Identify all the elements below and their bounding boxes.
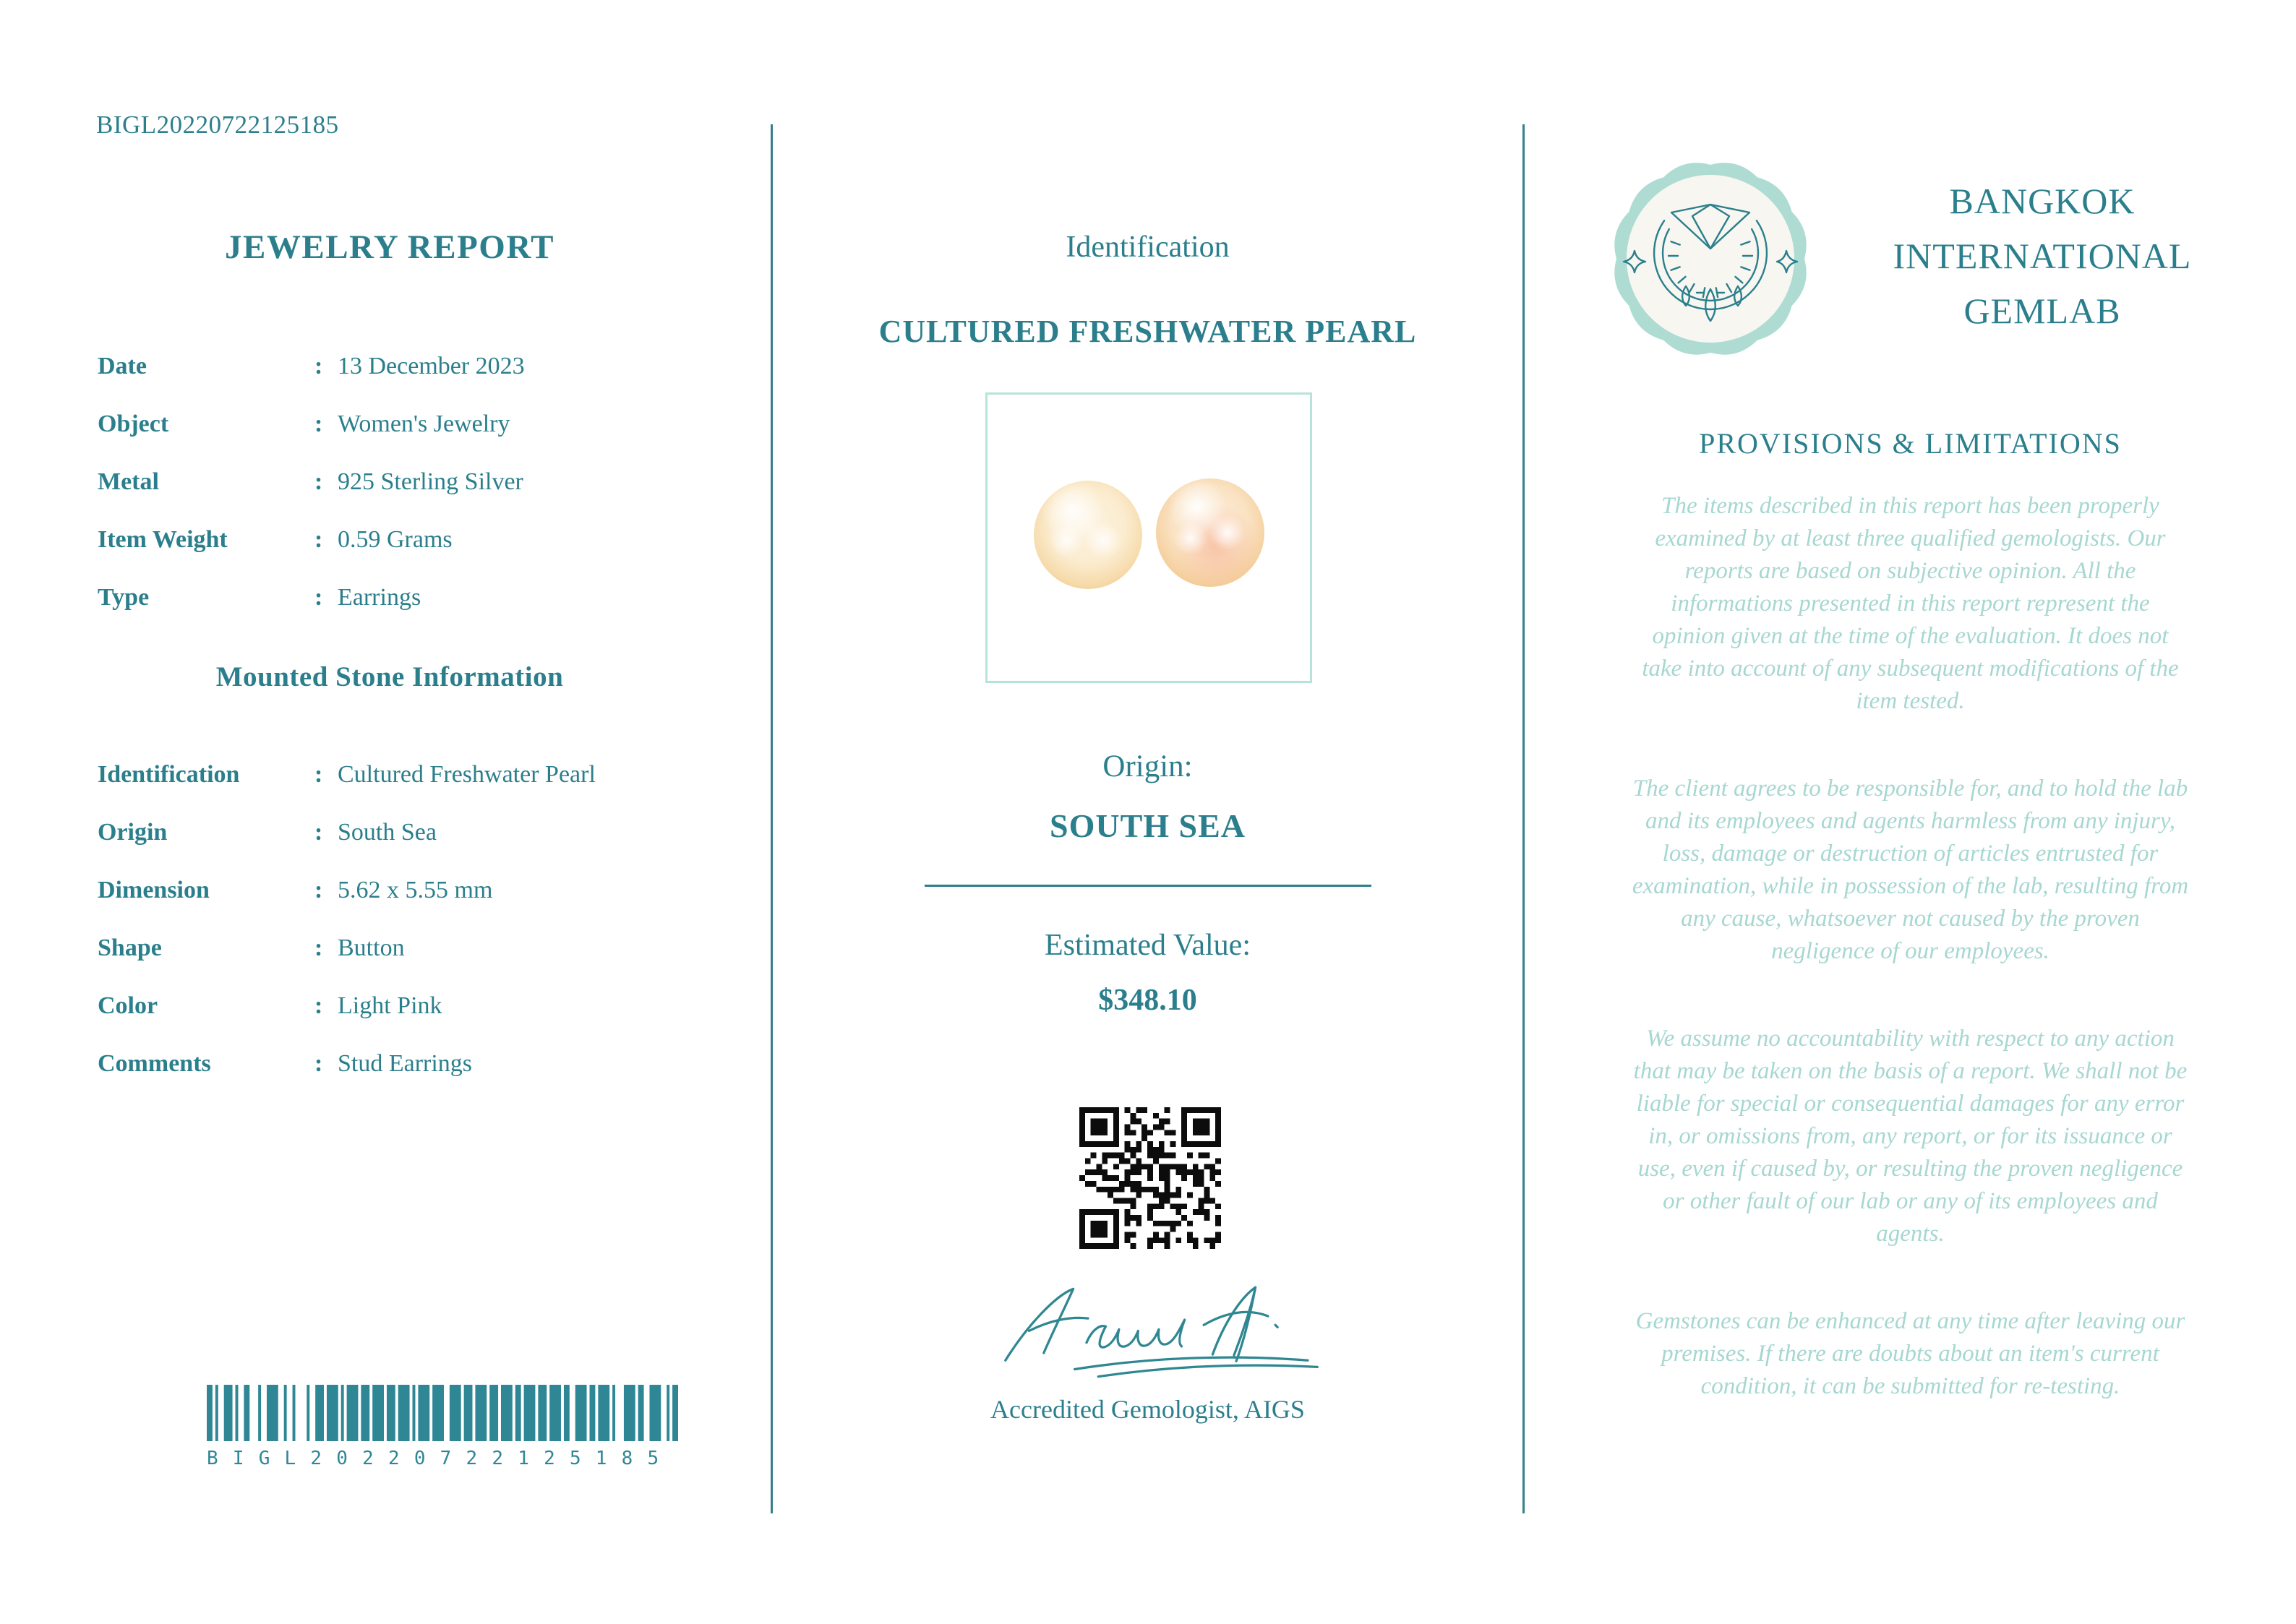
row-label: Object [98,411,169,437]
barcode-text: BIGL20220722125185 [207,1448,674,1469]
provision-paragraph: Gemstones can be enhanced at any time after leaving our premises. If there are doubts about an item's current condition, it can be submitted for re-testing. [1635,1308,2185,1399]
row-colon [314,353,338,380]
row-value: 0.59 Grams [338,526,453,553]
identification-heading: Identification [1066,231,1230,264]
provision-paragraph: The items described in this report has been properly examined by at least three qualified gemologists. Our reports are based on subjective opinion. All the informations presented in this report represent the opinion given at the time of the evaluation. It does not take into account of any subsequent modifications of the item tested. [1642,493,2179,714]
section-divider-line [925,885,1371,887]
detail-row [98,919,685,977]
signature [988,1278,1335,1392]
detail-row [98,569,685,627]
row-colon [314,411,338,438]
detail-row [98,338,685,395]
origin-label: Origin: [1102,749,1193,783]
row-value: Button [338,935,405,961]
identification-column [773,0,1522,1624]
row-value: Women's Jewelry [338,411,510,437]
estimated-value: $348.10 [1098,984,1197,1017]
row-colon [314,877,338,904]
row-label: Shape [98,935,162,961]
detail-row [98,977,685,1035]
item-photo [985,392,1312,683]
row-colon [314,761,338,789]
provision-paragraph: We assume no accountability with respect to any action that may be taken on the basis of a report. We shall not be liable for special or consequential damages for any error in, or omissions from, any report, or for its issuance or use, even if caused by, or resulting the proven negligence or other fault of our lab or any of its employees and agents. [1633,1026,2188,1247]
detail-row [98,511,685,569]
row-label: Type [98,584,150,611]
provisions-text [1525,490,2296,1458]
row-label: Date [98,353,147,379]
row-colon [314,819,338,846]
row-label: Origin [98,819,168,846]
qr-code-icon [1079,1107,1221,1249]
row-value: South Sea [338,819,437,846]
row-colon [314,468,338,496]
row-colon [314,992,338,1020]
gemologist-title: Accredited Gemologist, AIGS [990,1395,1305,1424]
row-value: Earrings [338,584,421,611]
lab-name-line: BANGKOK [1949,181,2136,221]
lab-logo [1606,153,1815,363]
estimated-value-label: Estimated Value: [1045,929,1251,962]
detail-row [98,1035,685,1093]
lab-column [1525,0,2296,1624]
provisions-title: PROVISIONS & LIMITATIONS [1699,427,2122,460]
lab-logo-icon [1606,153,1815,363]
row-label: Color [98,992,158,1019]
row-value: Stud Earrings [338,1050,473,1077]
origin-value: SOUTH SEA [1049,807,1246,844]
row-label: Comments [98,1050,211,1077]
signature-icon [988,1278,1335,1388]
row-value: Light Pink [338,992,442,1019]
row-label: Metal [98,468,159,495]
barcode-bars-icon [207,1385,678,1441]
row-label: Identification [98,761,240,788]
provision-paragraph: The client agrees to be responsible for, and to hold the lab and its employees and agents harmless from any injury, loss, damage or destruction of articles entrusted for examination, while in possession of the lab, resulting from any cause, whatsoever not caused by the proven negligence of our employees. [1632,776,2189,964]
lab-name [1847,173,2237,338]
row-value: 13 December 2023 [338,353,525,379]
lab-name-line: GEMLAB [1963,291,2121,331]
row-colon [314,584,338,611]
qr-code [1079,1107,1221,1249]
row-label: Dimension [98,877,210,903]
item-detail-rows [98,338,685,627]
row-value: 925 Sterling Silver [338,468,523,495]
certificate-number: BIGL20220722125185 [96,111,339,139]
pearl-right [1156,478,1264,587]
row-value: 5.62 x 5.55 mm [338,877,493,903]
stone-section-title: Mounted Stone Information [215,661,564,692]
row-colon [314,935,338,962]
detail-row [98,746,685,804]
lab-name-line: INTERNATIONAL [1893,236,2192,276]
detail-row [98,804,685,862]
stone-detail-rows [98,746,685,1093]
row-label: Item Weight [98,526,228,553]
report-title: JEWELRY REPORT [225,228,554,266]
report-column [0,0,771,1624]
detail-row [98,395,685,453]
row-colon [314,526,338,554]
detail-row [98,453,685,511]
pearl-left [1034,481,1142,589]
barcode [207,1385,678,1469]
detail-row [98,862,685,919]
row-colon [314,1050,338,1078]
stone-name: CULTURED FRESHWATER PEARL [878,314,1417,349]
row-value: Cultured Freshwater Pearl [338,761,596,788]
